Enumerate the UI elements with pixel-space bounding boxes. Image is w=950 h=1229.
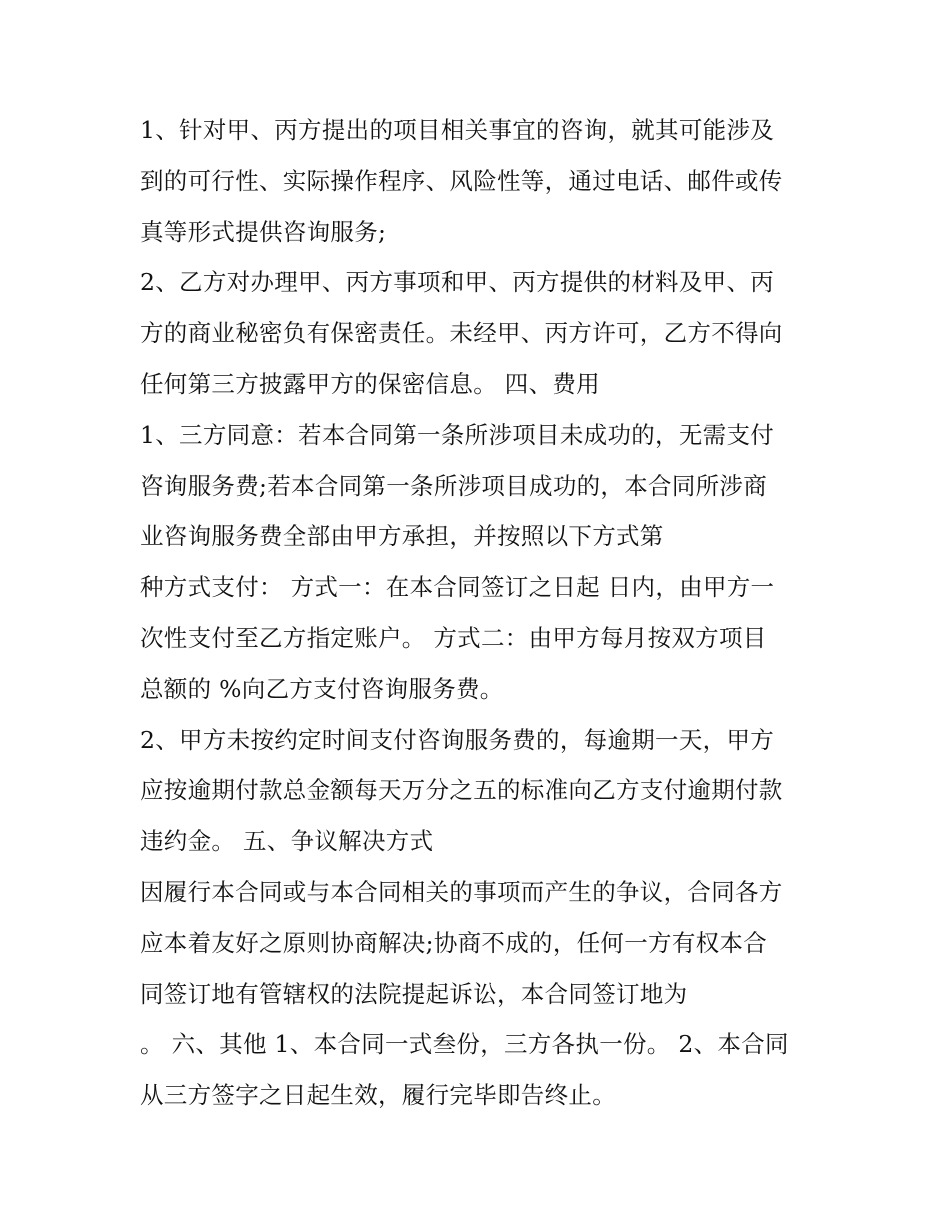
text-line: 业咨询服务费全部由甲方承担，并按照以下方式第 xyxy=(140,522,664,551)
text-line: 次性支付至乙方指定账户。 方式二：由甲方每月按双方项目 xyxy=(140,623,767,652)
text-line: 。 六、其他 1、本合同一式叁份，三方各执一份。 2、本合同 xyxy=(140,1030,789,1059)
text-line: 真等形式提供咨询服务; xyxy=(140,217,387,246)
text-line: 2、甲方未按约定时间支付咨询服务费的，每逾期一天，甲方 xyxy=(140,725,775,754)
text-line: 1、针对甲、丙方提出的项目相关事宜的咨询，就其可能涉及 xyxy=(140,116,775,144)
text-line: 应按逾期付款总金额每天万分之五的标准向乙方支付逾期付款 xyxy=(140,776,783,805)
text-line: 违约金。 五、争议解决方式 xyxy=(140,827,434,856)
text-line: 方的商业秘密负有保密责任。未经甲、丙方许可，乙方不得向 xyxy=(140,319,783,348)
text-line: 种方式支付： 方式一：在本合同签订之日起 日内，由甲方一 xyxy=(140,573,775,602)
text-line: 从三方签字之日起生效，履行完毕即告终止。 xyxy=(140,1081,616,1110)
text-line: 任何第三方披露甲方的保密信息。 四、费用 xyxy=(140,369,600,398)
text-line: 到的可行性、实际操作程序、风险性等，通过电话、邮件或传 xyxy=(140,166,783,195)
text-line: 1、三方同意：若本合同第一条所涉项目未成功的，无需支付 xyxy=(140,420,775,449)
text-line: 因履行本合同或与本合同相关的事项而产生的争议，合同各方 xyxy=(140,877,783,906)
text-line: 2、乙方对办理甲、丙方事项和甲、丙方提供的材料及甲、丙 xyxy=(140,268,775,297)
text-line: 同签订地有管辖权的法院提起诉讼，本合同签订地为 xyxy=(140,979,688,1008)
text-line: 咨询服务费;若本合同第一条所涉项目成功的，本合同所涉商 xyxy=(140,471,768,500)
text-line: 应本着友好之原则协商解决;协商不成的，任何一方有权本合 xyxy=(140,928,768,957)
document-body xyxy=(140,105,830,1121)
text-line: 总额的 %向乙方支付咨询服务费。 xyxy=(140,674,504,703)
